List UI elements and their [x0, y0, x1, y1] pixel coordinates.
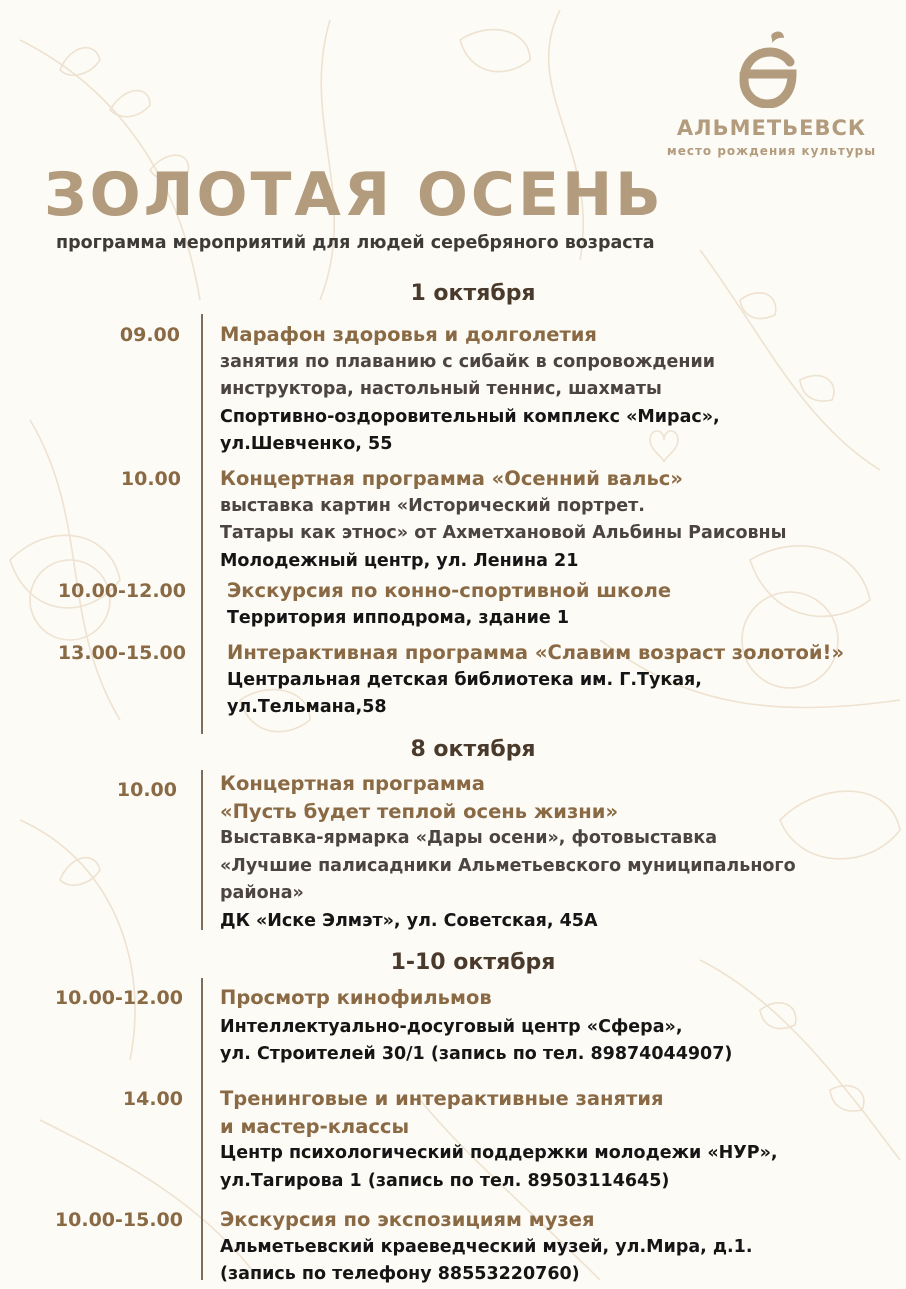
- event-title: Концертная программа «Осенний вальс»: [220, 467, 683, 490]
- event-place: Центр психологический поддержки молодежи «НУР»,: [220, 1143, 778, 1163]
- event-title: Экскурсия по экспозициям музея: [220, 1208, 595, 1231]
- day-date: 8 октября: [410, 737, 536, 762]
- event-item: [220, 465, 906, 575]
- logo-city-name: АЛЬМЕТЬЕВСК: [676, 116, 867, 140]
- event-place: Интеллектуально-досуговый центр «Сфера»,: [220, 1016, 683, 1037]
- event-time: 09.00: [119, 324, 180, 346]
- day-date: 1-10 октября: [390, 950, 556, 975]
- event-place: ул. Строителей 30/1 (запись по тел. 89874044907): [220, 1044, 733, 1064]
- event-description: района»: [220, 883, 304, 903]
- event-place: (запись по телефону 88553220760): [220, 1264, 580, 1284]
- event-item: [227, 639, 906, 722]
- event-title: Тренинговые и интерактивные занятия: [220, 1087, 664, 1110]
- event-item: [227, 577, 906, 632]
- letter-schwa-logo-icon: [734, 30, 804, 108]
- event-title: Экскурсия по конно-спортивной школе: [227, 579, 672, 602]
- event-title: Концертная программа: [220, 772, 485, 795]
- event-time: 10.00-15.00: [54, 1209, 183, 1231]
- event-description: выставка картин «Исторический портрет.: [220, 495, 645, 516]
- event-time: 14.00: [122, 1088, 183, 1110]
- logo-tagline: место рождения культуры: [666, 144, 877, 158]
- event-description: инструктора, настольный теннис, шахматы: [220, 379, 662, 399]
- event-time: 10.00: [116, 779, 177, 801]
- event-place: Молодежный центр, ул. Ленина 21: [220, 550, 579, 571]
- timeline-divider: [201, 978, 203, 1280]
- event-place: ул.Тельмана,58: [227, 697, 387, 717]
- event-time: 13.00-15.00: [57, 642, 186, 664]
- event-description: Татары как этнос» от Ахметхановой Альбины Раисовны: [220, 523, 787, 543]
- event-description: Выставка-ярмарка «Дары осени», фотовыставка: [220, 828, 718, 848]
- timeline-divider: [201, 314, 203, 734]
- event-item: [220, 770, 906, 935]
- timeline-divider: [201, 770, 203, 930]
- event-item: [220, 984, 906, 1069]
- event-place: Центральная детская библиотека им. Г.Тукая,: [227, 669, 702, 690]
- event-place: ул.Шевченко, 55: [220, 434, 393, 454]
- event-description: занятия по плаванию с сибайк в сопровождении: [220, 351, 715, 372]
- event-place: Территория ипподрома, здание 1: [227, 607, 570, 628]
- event-time: 10.00: [120, 468, 181, 490]
- event-time: 10.00-12.00: [57, 580, 186, 602]
- event-time: 10.00-12.00: [54, 987, 183, 1009]
- event-title: Интерактивная программа «Славим возраст золотой!»: [227, 641, 845, 664]
- event-place: ул.Тагирова 1 (запись по тел. 89503114645): [220, 1170, 670, 1191]
- event-place: ДК «Иске Элмэт», ул. Советская, 45А: [220, 910, 598, 931]
- event-title: «Пусть будет теплой осень жизни»: [220, 799, 619, 823]
- page-subtitle: программа мероприятий для людей серебряного возраста: [56, 233, 655, 253]
- page-title: ЗОЛОТАЯ ОСЕНЬ: [44, 160, 664, 230]
- event-place: Альметьевский краеведческий музей, ул.Мира, д.1.: [220, 1236, 753, 1257]
- event-title: и мастер-классы: [220, 1114, 410, 1138]
- day-date: 1 октября: [410, 281, 536, 306]
- event-item: [220, 1085, 906, 1195]
- brand-logo: [664, 30, 884, 165]
- event-description: «Лучшие палисадники Альметьевского муниципального: [220, 855, 796, 876]
- event-title: Просмотр кинофильмов: [220, 986, 492, 1009]
- event-item: [220, 321, 906, 459]
- event-item: [220, 1206, 906, 1289]
- event-place: Спортивно-оздоровительный комплекс «Мирас»,: [220, 406, 720, 427]
- event-title: Марафон здоровья и долголетия: [220, 323, 597, 346]
